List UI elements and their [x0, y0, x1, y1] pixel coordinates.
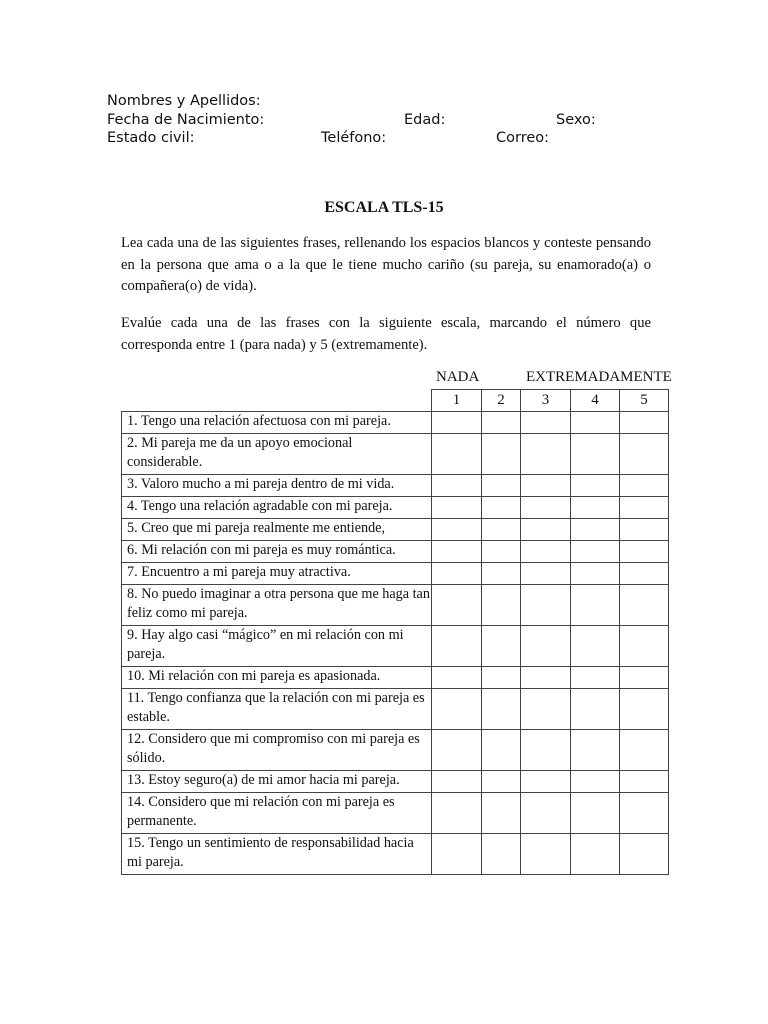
questionnaire-table — [121, 389, 669, 875]
answer-box-2[interactable] — [482, 434, 521, 475]
answer-box-4[interactable] — [571, 730, 620, 771]
answer-box-1[interactable] — [432, 771, 482, 793]
answer-box-5[interactable] — [620, 563, 669, 585]
answer-box-2[interactable] — [482, 585, 521, 626]
answer-box-4[interactable] — [571, 519, 620, 541]
answer-box-2[interactable] — [482, 626, 521, 667]
instructions-paragraph-2: Evalúe cada una de las frases con la siguiente escala, marcando el número que corresponda entre 1 (para nada) y 5 (extremamente). — [121, 315, 651, 353]
scale-low-label: NADA — [436, 369, 480, 385]
answer-box-4[interactable] — [571, 667, 620, 689]
answer-box-3[interactable] — [521, 667, 571, 689]
answer-box-1[interactable] — [432, 689, 482, 730]
scale-number-row — [122, 390, 669, 412]
answer-box-2[interactable] — [482, 519, 521, 541]
answer-box-1[interactable] — [432, 626, 482, 667]
answer-box-1[interactable] — [432, 475, 482, 497]
question-row — [122, 730, 669, 771]
answer-box-5[interactable] — [620, 689, 669, 730]
answer-box-5[interactable] — [620, 497, 669, 519]
answer-box-5[interactable] — [620, 626, 669, 667]
answer-box-4[interactable] — [571, 585, 620, 626]
answer-box-4[interactable] — [571, 626, 620, 667]
answer-box-5[interactable] — [620, 585, 669, 626]
question-row — [122, 689, 669, 730]
sexo-label: Sexo: — [556, 111, 596, 128]
answer-box-4[interactable] — [571, 793, 620, 834]
answer-box-2[interactable] — [482, 834, 521, 875]
question-row — [122, 793, 669, 834]
scale-number: 4 — [571, 390, 620, 412]
answer-box-1[interactable] — [432, 434, 482, 475]
question-row — [122, 771, 669, 793]
answer-box-4[interactable] — [571, 434, 620, 475]
answer-box-4[interactable] — [571, 497, 620, 519]
answer-box-2[interactable] — [482, 667, 521, 689]
question-text: 1. Tengo una relación afectuosa con mi pareja. — [122, 412, 432, 434]
answer-box-1[interactable] — [432, 585, 482, 626]
answer-box-1[interactable] — [432, 412, 482, 434]
scale-number: 2 — [482, 390, 521, 412]
answer-box-3[interactable] — [521, 689, 571, 730]
instructions-paragraph-1: Lea cada una de las siguientes frases, rellenando los espacios blancos y conteste pensando en la persona que ama o a la que le tiene mucho cariño (su pareja, su enamorado(a) o compañera(o) de vida). — [121, 235, 651, 294]
question-text: 8. No puedo imaginar a otra persona que me haga tan feliz como mi pareja. — [122, 585, 432, 626]
answer-box-2[interactable] — [482, 563, 521, 585]
scale-number: 1 — [432, 390, 482, 412]
answer-box-3[interactable] — [521, 434, 571, 475]
question-text: 10. Mi relación con mi pareja es apasionada. — [122, 667, 432, 689]
answer-box-5[interactable] — [620, 730, 669, 771]
nombres-label: Nombres y Apellidos: — [107, 93, 261, 109]
header-row-3 — [107, 129, 667, 148]
answer-box-2[interactable] — [482, 497, 521, 519]
scale-high-label: EXTREMADAMENTE — [526, 369, 672, 385]
answer-box-1[interactable] — [432, 519, 482, 541]
answer-box-3[interactable] — [521, 626, 571, 667]
question-row — [122, 585, 669, 626]
answer-box-2[interactable] — [482, 730, 521, 771]
answer-box-4[interactable] — [571, 771, 620, 793]
answer-box-4[interactable] — [571, 541, 620, 563]
question-text: 12. Considero que mi compromiso con mi pareja es sólido. — [122, 730, 432, 771]
answer-box-3[interactable] — [521, 730, 571, 771]
answer-box-4[interactable] — [571, 689, 620, 730]
question-row — [122, 497, 669, 519]
answer-box-2[interactable] — [482, 771, 521, 793]
personal-info-header — [107, 92, 667, 148]
scale-title: ESCALA TLS-15 — [324, 199, 444, 216]
fecha-nacimiento-label: Fecha de Nacimiento: — [107, 111, 265, 128]
question-text: 11. Tengo confianza que la relación con mi pareja es estable. — [122, 689, 432, 730]
answer-box-1[interactable] — [432, 730, 482, 771]
question-text: 14. Considero que mi relación con mi pareja es permanente. — [122, 793, 432, 834]
answer-box-5[interactable] — [620, 475, 669, 497]
question-row — [122, 626, 669, 667]
answer-box-2[interactable] — [482, 689, 521, 730]
question-row — [122, 475, 669, 497]
answer-box-3[interactable] — [521, 475, 571, 497]
answer-box-3[interactable] — [521, 541, 571, 563]
question-row — [122, 519, 669, 541]
answer-box-3[interactable] — [521, 563, 571, 585]
question-text: 9. Hay algo casi “mágico” en mi relación con mi pareja. — [122, 626, 432, 667]
estado-civil-label: Estado civil: — [107, 130, 195, 146]
scale-number: 5 — [620, 390, 669, 412]
answer-box-5[interactable] — [620, 771, 669, 793]
question-text: 6. Mi relación con mi pareja es muy romántica. — [122, 541, 432, 563]
question-row — [122, 667, 669, 689]
answer-box-3[interactable] — [521, 834, 571, 875]
answer-box-5[interactable] — [620, 434, 669, 475]
question-text: 3. Valoro mucho a mi pareja dentro de mi vida. — [122, 475, 432, 497]
question-text: 15. Tengo un sentimiento de responsabilidad hacia mi pareja. — [122, 834, 432, 875]
answer-box-4[interactable] — [571, 412, 620, 434]
question-text: 7. Encuentro a mi pareja muy atractiva. — [122, 563, 432, 585]
answer-box-4[interactable] — [571, 834, 620, 875]
correo-label: Correo: — [496, 130, 550, 146]
question-row — [122, 541, 669, 563]
answer-box-4[interactable] — [571, 475, 620, 497]
answer-box-2[interactable] — [482, 541, 521, 563]
scale-number: 3 — [521, 390, 571, 412]
answer-box-5[interactable] — [620, 541, 669, 563]
answer-box-3[interactable] — [521, 412, 571, 434]
answer-box-3[interactable] — [521, 771, 571, 793]
edad-label: Edad: — [404, 111, 446, 128]
question-row — [122, 834, 669, 875]
answer-box-5[interactable] — [620, 519, 669, 541]
scale-number-spacer — [122, 390, 432, 412]
header-row-2 — [107, 111, 667, 130]
answer-box-2[interactable] — [482, 793, 521, 834]
answer-box-2[interactable] — [482, 475, 521, 497]
answer-box-3[interactable] — [521, 497, 571, 519]
answer-box-5[interactable] — [620, 793, 669, 834]
answer-box-1[interactable] — [432, 793, 482, 834]
answer-box-1[interactable] — [432, 563, 482, 585]
answer-box-1[interactable] — [432, 497, 482, 519]
answer-box-5[interactable] — [620, 834, 669, 875]
question-text: 4. Tengo una relación agradable con mi pareja. — [122, 497, 432, 519]
answer-box-1[interactable] — [432, 541, 482, 563]
question-row — [122, 563, 669, 585]
answer-box-1[interactable] — [432, 834, 482, 875]
header-row-1 — [107, 92, 667, 111]
question-row — [122, 412, 669, 434]
answer-box-5[interactable] — [620, 667, 669, 689]
answer-box-2[interactable] — [482, 412, 521, 434]
answer-box-5[interactable] — [620, 412, 669, 434]
question-row — [122, 434, 669, 475]
answer-box-3[interactable] — [521, 519, 571, 541]
answer-box-1[interactable] — [432, 667, 482, 689]
answer-box-3[interactable] — [521, 793, 571, 834]
answer-box-3[interactable] — [521, 585, 571, 626]
question-text: 5. Creo que mi pareja realmente me entiende, — [122, 519, 432, 541]
answer-box-4[interactable] — [571, 563, 620, 585]
question-text: 2. Mi pareja me da un apoyo emocional considerable. — [122, 434, 432, 475]
question-text: 13. Estoy seguro(a) de mi amor hacia mi pareja. — [122, 771, 432, 793]
telefono-label: Teléfono: — [321, 130, 387, 146]
